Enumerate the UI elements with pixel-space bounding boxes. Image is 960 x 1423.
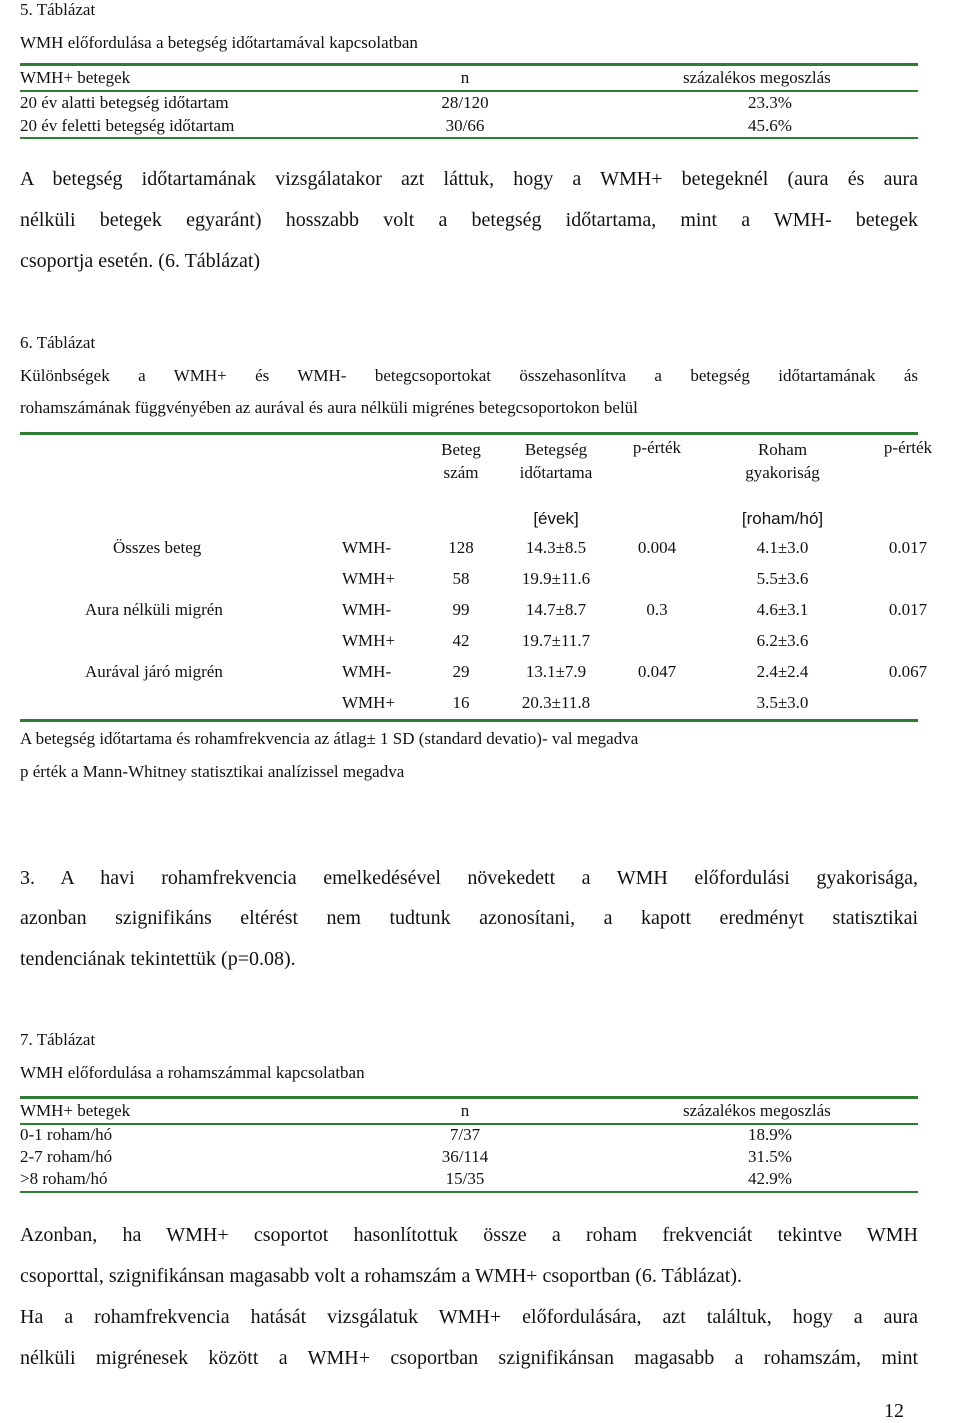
table7-top-rule bbox=[20, 1096, 918, 1099]
table6-frequency: 4.1±3.0 bbox=[756, 538, 809, 557]
table5-top-rule bbox=[20, 63, 918, 66]
table6-caption-line: Különbségek a WMH+ és WMH- betegcsoportokat összehasonlítva a betegség időtartamának ás bbox=[20, 366, 918, 385]
table6-header-attack-frequency: Roham gyakoriság bbox=[745, 440, 820, 482]
table6-n: 16 bbox=[452, 693, 470, 712]
paragraph-line: nélküli betegek egyaránt) hosszabb volt a betegség időtartama, mint a WMH- betegek bbox=[20, 209, 918, 231]
table6-header-p2: p-érték bbox=[883, 438, 933, 457]
table7-row-label: >8 roham/hó bbox=[20, 1169, 108, 1188]
table6-duration: 20.3±11.8 bbox=[521, 693, 591, 712]
paragraph-line: Ha a rohamfrekvencia hatását vizsgálatuk WMH+ előfordulására, azt találtuk, hogy a aura bbox=[20, 1306, 918, 1328]
table6-p1: 0.004 bbox=[637, 538, 677, 557]
table6-wmh: WMH+ bbox=[342, 693, 396, 712]
table7-row-percent: 42.9% bbox=[748, 1169, 792, 1188]
paragraph-line: A betegség időtartamának vizsgálatakor azt láttuk, hogy a WMH+ betegeknél (aura és aura bbox=[20, 168, 918, 190]
table6-group: Aura nélküli migrén bbox=[85, 600, 223, 619]
table5-row-label: 20 év feletti betegség időtartam bbox=[20, 116, 235, 135]
table6-unit-duration: [évek] bbox=[533, 509, 579, 528]
table6-duration: 13.1±7.9 bbox=[525, 662, 587, 681]
paragraph-line: azonban szignifikáns eltérést nem tudtunk azonosítani, a kapott eredményt statisztikai bbox=[20, 907, 918, 929]
table6-frequency: 6.2±3.6 bbox=[756, 631, 809, 650]
table6-unit-attack-frequency: [roham/hó] bbox=[741, 509, 824, 528]
table6-frequency: 2.4±2.4 bbox=[756, 662, 809, 681]
table5-bottom-rule bbox=[20, 137, 918, 139]
table7-header-percent: százalékos megoszlás bbox=[683, 1101, 831, 1120]
table6-note: p érték a Mann-Whitney statisztikai analízissel megadva bbox=[20, 762, 405, 781]
table6-p2: 0.067 bbox=[888, 662, 928, 681]
table5-row-percent: 23.3% bbox=[748, 93, 792, 112]
paragraph-line: tendenciának tekintettük (p=0.08). bbox=[20, 948, 296, 970]
table6-note: A betegség időtartama és rohamfrekvencia az átlag± 1 SD (standard devatio)- val megadva bbox=[20, 729, 639, 748]
table7-row-n: 15/35 bbox=[445, 1169, 485, 1188]
table6-caption-line: rohamszámának függvényében az aurával és aura nélküli migrénes betegcsoportokon belül bbox=[20, 398, 638, 417]
table7-row-n: 7/37 bbox=[449, 1125, 481, 1144]
table7-header-n: n bbox=[460, 1101, 470, 1120]
table6-n: 42 bbox=[452, 631, 470, 650]
table6-wmh: WMH- bbox=[342, 538, 392, 557]
table5-header-percent: százalékos megoszlás bbox=[683, 68, 831, 87]
table5-row-label: 20 év alatti betegség időtartam bbox=[20, 93, 229, 112]
table6-duration: 14.3±8.5 bbox=[525, 538, 587, 557]
table6-n: 58 bbox=[452, 569, 470, 588]
table6-n: 99 bbox=[452, 600, 470, 619]
table6-wmh: WMH+ bbox=[342, 631, 396, 650]
table6-wmh: WMH- bbox=[342, 662, 392, 681]
table5-header-n: n bbox=[460, 68, 470, 87]
table6-p1: 0.3 bbox=[646, 600, 668, 619]
page-number: 12 bbox=[884, 1400, 904, 1422]
table6-p2: 0.017 bbox=[888, 538, 928, 557]
table6-wmh: WMH- bbox=[342, 600, 392, 619]
table7-row-percent: 18.9% bbox=[748, 1125, 792, 1144]
table5-row-n: 28/120 bbox=[441, 93, 489, 112]
table7-row-label: 2-7 roham/hó bbox=[20, 1147, 113, 1166]
table6-wmh: WMH+ bbox=[342, 569, 396, 588]
table6-label: 6. Táblázat bbox=[20, 333, 96, 352]
table6-frequency: 3.5±3.0 bbox=[756, 693, 809, 712]
table7-caption: WMH előfordulása a rohamszámmal kapcsolatban bbox=[20, 1063, 365, 1082]
table6-p1: 0.047 bbox=[637, 662, 677, 681]
table6-bottom-rule bbox=[20, 719, 918, 722]
table7-header-group: WMH+ betegek bbox=[20, 1101, 131, 1120]
table6-header-duration: Betegség időtartama bbox=[519, 440, 593, 482]
table5-header-group: WMH+ betegek bbox=[20, 68, 131, 87]
table6-p2: 0.017 bbox=[888, 600, 928, 619]
table7-row-label: 0-1 roham/hó bbox=[20, 1125, 113, 1144]
table6-n: 128 bbox=[448, 538, 474, 557]
table7-row-n: 36/114 bbox=[441, 1147, 489, 1166]
table5-label: 5. Táblázat bbox=[20, 0, 96, 19]
table5-row-percent: 45.6% bbox=[748, 116, 792, 135]
paragraph-line: Azonban, ha WMH+ csoportot hasonlítottuk össze a roham frekvenciát tekintve WMH bbox=[20, 1224, 918, 1246]
paragraph-line: csoportja esetén. (6. Táblázat) bbox=[20, 250, 261, 272]
table6-group: Összes beteg bbox=[113, 538, 202, 557]
table6-group: Aurával járó migrén bbox=[85, 662, 223, 681]
table5-row-n: 30/66 bbox=[445, 116, 485, 135]
paragraph-line: nélküli migrénesek között a WMH+ csoportban szignifikánsan magasabb a rohamszám, mint bbox=[20, 1347, 918, 1369]
table6-duration: 14.7±8.7 bbox=[525, 600, 587, 619]
table7-row-percent: 31.5% bbox=[748, 1147, 792, 1166]
paragraph-line: 3. A havi rohamfrekvencia emelkedésével növekedett a WMH előfordulási gyakorisága, bbox=[20, 867, 918, 889]
table5-header-rule bbox=[20, 90, 918, 92]
table6-top-rule bbox=[20, 432, 918, 435]
table6-n: 29 bbox=[452, 662, 470, 681]
table6-duration: 19.7±11.7 bbox=[521, 631, 591, 650]
paragraph-line: csoporttal, szignifikánsan magasabb volt a rohamszám a WMH+ csoportban (6. Táblázat). bbox=[20, 1265, 742, 1287]
table7-label: 7. Táblázat bbox=[20, 1030, 96, 1049]
table6-frequency: 5.5±3.6 bbox=[756, 569, 809, 588]
table6-header-patient-count: Beteg szám bbox=[441, 440, 481, 482]
table7-bottom-rule bbox=[20, 1191, 918, 1193]
table6-frequency: 4.6±3.1 bbox=[756, 600, 809, 619]
table5-caption: WMH előfordulása a betegség időtartamával kapcsolatban bbox=[20, 33, 418, 52]
table6-header-p1: p-érték bbox=[632, 438, 682, 457]
table6-duration: 19.9±11.6 bbox=[521, 569, 591, 588]
